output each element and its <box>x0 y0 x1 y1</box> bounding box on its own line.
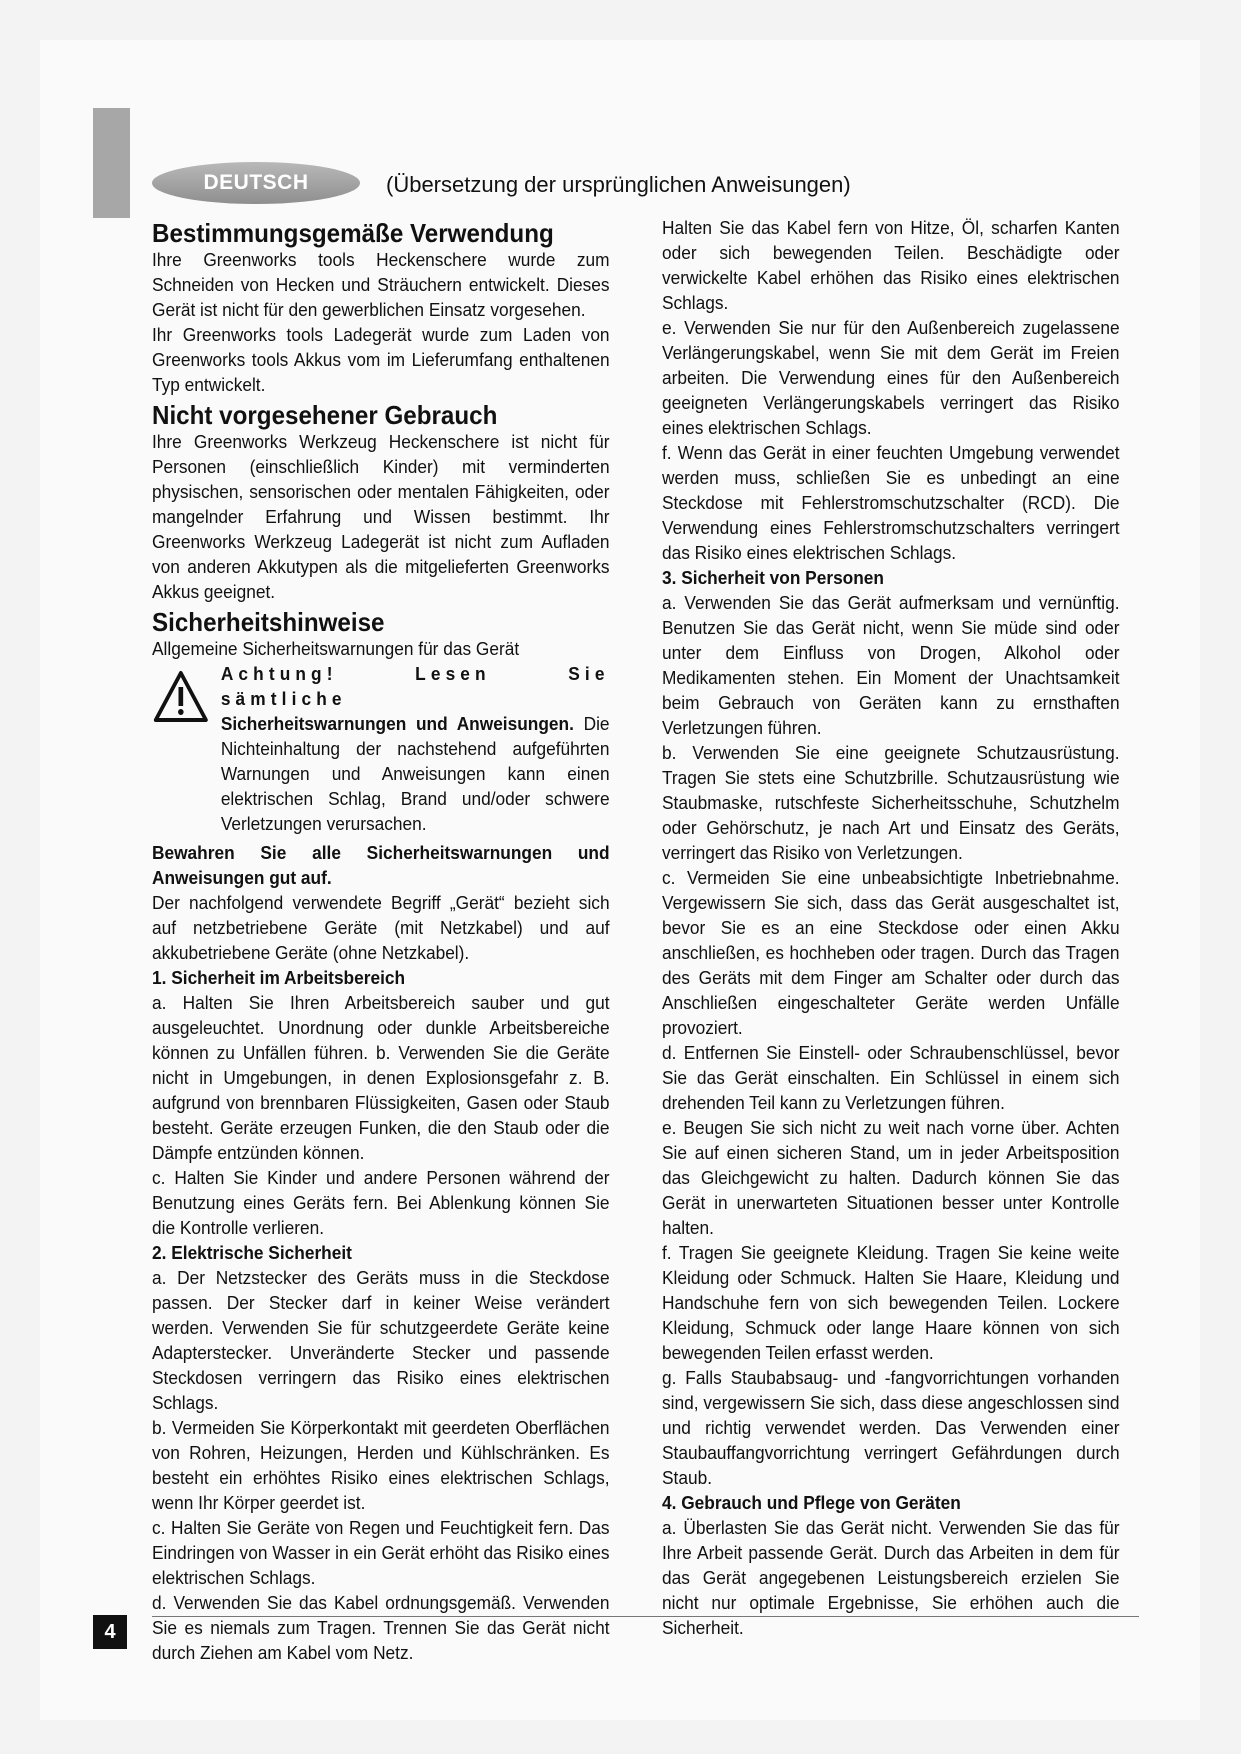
warning-block <box>152 661 610 836</box>
keep-instructions-note: Bewahren Sie alle Sicherheitswarnungen und Anweisungen gut auf. <box>152 842 610 888</box>
paragraph: d. Entfernen Sie Einstell- oder Schraubenschlüssel, bevor Sie das Gerät einschalten. Ein Schlüssel in einem sich drehenden Teil kann zu Verletzungen führen. <box>662 1042 1120 1113</box>
warning-title: Achtung! Lesen Sie sämtliche <box>220 663 610 709</box>
warning-text: Die Nichteinhaltung der nachstehend aufgeführten Warnungen und Anweisungen kann einen elektrischen Schlag, Brand und/oder schwere Verletzungen verursachen. <box>220 713 610 834</box>
heading-personal-safety: 3. Sicherheit von Personen <box>662 567 884 588</box>
paragraph: Der nachfolgend verwendete Begriff „Gerät“ bezieht sich auf netzbetriebene Geräte (mit Netzkabel) und auf akkubetriebene Geräte (ohne Netzkabel). <box>152 892 610 963</box>
paragraph: c. Halten Sie Geräte von Regen und Feuchtigkeit fern. Das Eindringen von Wasser in ein Gerät erhöht das Risiko eines elektrischen Schlags. <box>152 1517 610 1588</box>
heading-safety: Sicherheitshinweise <box>152 607 385 637</box>
paragraph: f. Wenn das Gerät in einer feuchten Umgebung verwendet werden muss, schließen Sie es unbedingt an eine Steckdose mit Fehlerstromschutzschalter (RCD). Die Verwendung eines Fehlerstromschutzschalters verringert das Risiko eines elektrischen Schlags. <box>662 442 1120 563</box>
paragraph: c. Halten Sie Kinder und andere Personen während der Benutzung eines Geräts fern. Bei Ablenkung können Sie die Kontrolle verlieren. <box>152 1167 610 1238</box>
paragraph: Allgemeine Sicherheitswarnungen für das Gerät <box>152 638 520 659</box>
paragraph: c. Vermeiden Sie eine unbeabsichtigte Inbetriebnahme. Vergewissern Sie sich, dass das Gerät ausgeschaltet ist, bevor Sie es an eine Steckdose oder einen Akku anschließen, es hochheben oder tragen. Durch das Tragen des Geräts mit dem Finger am Schalter oder durch das Anschließen eingeschalteter Geräte werden Unfälle provoziert. <box>662 867 1120 1038</box>
paragraph: b. Verwenden Sie eine geeignete Schutzausrüstung. Tragen Sie stets eine Schutzbrille. Schutzausrüstung wie Staubmaske, rutschfeste Sicherheitsschuhe, Schutzhelm oder Gehörschutz, je nach Art und Einsatz des Geräts, verringert das Risiko von Verletzungen. <box>662 742 1120 863</box>
heading-not-intended-use: Nicht vorgesehener Gebrauch <box>152 400 498 430</box>
paragraph: Ihre Greenworks Werkzeug Heckenschere ist nicht für Personen (einschließlich Kinder) mit verminderten physischen, sensorischen oder mentalen Fähigkeiten, oder mangelnder Erfahrung und Wissen bestimmt. Ihr Greenworks Werkzeug Ladegerät ist nicht zum Aufladen von anderen Akkutypen als die mitgelieferten Greenworks Akkus geeignet. <box>152 431 610 602</box>
paragraph: Halten Sie das Kabel fern von Hitze, Öl, scharfen Kanten oder sich bewegenden Teilen. Beschädigte oder verwickelte Kabel erhöhen das Risiko eines elektrischen Schlags. <box>662 217 1120 313</box>
right-column <box>662 215 1120 1640</box>
language-badge: DEUTSCH <box>152 162 360 204</box>
paragraph: a. Überlasten Sie das Gerät nicht. Verwenden Sie das für Ihre Arbeit passende Gerät. Durch das Arbeiten in dem für das Gerät angegebenen Leistungsbereich erzielen Sie nicht nur optimale Ergebnisse, Sie erhöhen auch die Sicherheit. <box>662 1517 1120 1638</box>
footer-divider <box>152 1616 1139 1617</box>
paragraph: Ihr Greenworks tools Ladegerät wurde zum Laden von Greenworks tools Akkus vom im Lieferumfang enthaltenen Typ entwickelt. <box>152 324 610 395</box>
paragraph: a. Der Netzstecker des Geräts muss in die Steckdose passen. Der Stecker darf in keiner Weise verändert werden. Verwenden Sie für schutzgeerdete Geräte keine Adapterstecker. Unveränderte Stecker und passende Steckdosen verringern das Risiko eines elektrischen Schlags. <box>152 1267 610 1413</box>
paragraph: d. Verwenden Sie das Kabel ordnungsgemäß. Verwenden Sie es niemals zum Tragen. Trennen Sie das Gerät nicht durch Ziehen am Kabel vom Netz. <box>152 1592 610 1663</box>
paragraph: a. Verwenden Sie das Gerät aufmerksam und vernünftig. Benutzen Sie das Gerät nicht, wenn Sie müde sind oder unter dem Einfluss von Drogen, Alkohol oder Medikamenten stehen. Ein Moment der Unachtsamkeit beim Gebrauch von Geräten kann zu ernsthaften Verletzungen führen. <box>662 592 1120 738</box>
warning-triangle-icon <box>152 661 221 731</box>
paragraph: f. Tragen Sie geeignete Kleidung. Tragen Sie keine weite Kleidung oder Schmuck. Halten Sie Haare, Kleidung und Handschuhe fern von sich bewegenden Teilen. Lockere Kleidung, Schmuck oder lange Haare können von sich bewegenden Teilen erfasst werden. <box>662 1242 1120 1363</box>
paragraph: e. Verwenden Sie nur für den Außenbereich zugelassene Verlängerungskabel, wenn Sie mit dem Gerät im Freien arbeiten. Die Verwendung eines für den Außenbereich geeigneten Verlängerungskabels verringert das Risiko eines elektrischen Schlags. <box>662 317 1120 438</box>
paragraph: b. Vermeiden Sie Körperkontakt mit geerdeten Oberflächen von Rohren, Heizungen, Herden und Kühlschränken. Es besteht ein erhöhtes Risiko eines elektrischen Schlags, wenn Ihr Körper geerdet ist. <box>152 1417 610 1513</box>
heading-use-care: 4. Gebrauch und Pflege von Geräten <box>662 1492 961 1513</box>
heading-electrical: 2. Elektrische Sicherheit <box>152 1242 352 1263</box>
warning-subtitle: Sicherheitswarnungen und Anweisungen. <box>220 713 574 734</box>
page-subtitle: (Übersetzung der ursprünglichen Anweisungen) <box>386 172 851 197</box>
section-tab <box>93 108 130 218</box>
paragraph: Ihre Greenworks tools Heckenschere wurde zum Schneiden von Hecken und Sträuchern entwickelt. Dieses Gerät ist nicht für den gewerblichen Einsatz vorgesehen. <box>152 249 610 320</box>
heading-work-area: 1. Sicherheit im Arbeitsbereich <box>152 967 406 988</box>
page-number: 4 <box>93 1615 127 1649</box>
heading-intended-use: Bestimmungsgemäße Verwendung <box>152 218 554 248</box>
paragraph: g. Falls Staubabsaug- und -fangvorrichtungen vorhanden sind, vergewissern Sie sich, dass diese angeschlossen sind und richtig verwendet werden. Das Verwenden einer Staubauffangvorrichtung verringert Gefährdungen durch Staub. <box>662 1367 1120 1488</box>
paragraph: e. Beugen Sie sich nicht zu weit nach vorne über. Achten Sie auf einen sicheren Stand, um in jeder Arbeitsposition das Gleichgewicht zu halten. Dadurch können Sie das Gerät in unerwarteten Situationen besser unter Kontrolle halten. <box>662 1117 1120 1238</box>
paragraph: a. Halten Sie Ihren Arbeitsbereich sauber und gut ausgeleuchtet. Unordnung oder dunkle Arbeitsbereiche können zu Unfällen führen. b. Verwenden Sie die Geräte nicht in Umgebungen, in denen Explosionsgefahr z. B. aufgrund von brennbaren Flüssigkeiten, Gasen oder Staub besteht. Geräte erzeugen Funken, die den Staub oder die Dämpfe entzünden können. <box>152 992 610 1163</box>
left-column <box>152 215 610 1665</box>
